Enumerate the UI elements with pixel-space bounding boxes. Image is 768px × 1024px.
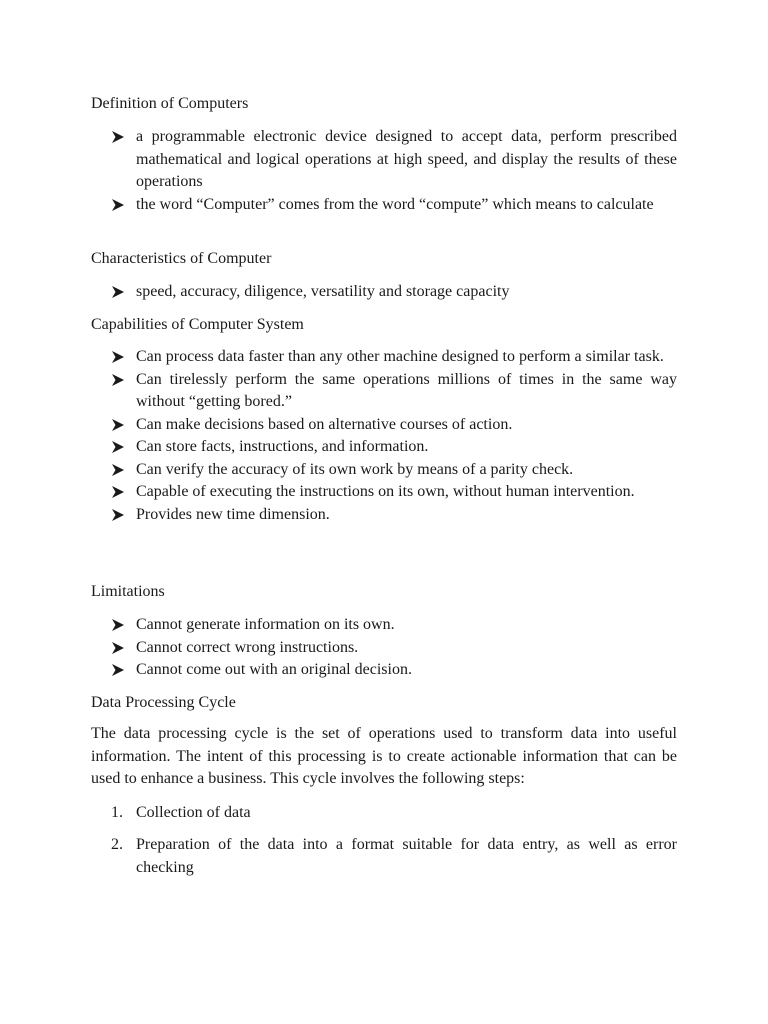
arrow-bullet-icon [111, 440, 125, 454]
arrow-bullet-icon [111, 663, 125, 677]
list-item [91, 504, 677, 527]
bullet-text: Cannot generate information on its own. [136, 616, 395, 633]
bullet-text: the word “Computer” comes from the word “compute” which means to calculate [136, 195, 654, 213]
steps-list-continued [91, 834, 677, 879]
definition-list [91, 126, 677, 216]
bullet-text: Capable of executing the instructions on its own, without human intervention. [136, 483, 635, 500]
list-item [91, 346, 677, 369]
list-item [91, 802, 677, 825]
bullet-text: Provides new time dimension. [136, 505, 330, 523]
limitations-list [91, 614, 677, 682]
step-number: 2. [111, 836, 123, 853]
heading-limitations: Limitations [91, 583, 165, 600]
step-text: Collection of data [136, 804, 251, 821]
bullet-text: Cannot correct wrong instructions. [136, 638, 359, 656]
bullet-text: Can make decisions based on alternative courses of action. [136, 415, 513, 433]
arrow-bullet-icon [111, 350, 125, 364]
list-item [91, 834, 677, 879]
step-number: 1. [111, 804, 123, 821]
arrow-bullet-icon [111, 618, 125, 632]
capabilities-list [91, 346, 677, 526]
data-processing-paragraph: The data processing cycle is the set of operations used to transform data into useful information. The intent of this processing is to create actionable information that can be used to enhance a business. This cycle involves the following steps: [91, 725, 677, 787]
bullet-text: Can process data faster than any other machine designed to perform a similar task. [136, 348, 664, 365]
heading-characteristics: Characteristics of Computer [91, 250, 272, 267]
arrow-bullet-icon [111, 463, 125, 477]
bullet-text: a programmable electronic device designed to accept data, perform prescribed mathematical and logical operations at high speed, and display the results of these operations [136, 128, 677, 190]
bullet-text: Can tirelessly perform the same operations millions of times in the same way without “getting bored.” [136, 370, 677, 410]
bullet-text: Can verify the accuracy of its own work by means of a parity check. [136, 460, 574, 478]
list-item [91, 126, 677, 194]
arrow-bullet-icon [111, 130, 125, 144]
step-text: Preparation of the data into a format suitable for data entry, as well as error checking [136, 836, 677, 876]
list-item [91, 436, 677, 459]
arrow-bullet-icon [111, 285, 125, 299]
list-item [91, 659, 677, 682]
list-item [91, 369, 677, 414]
bullet-text: speed, accuracy, diligence, versatility and storage capacity [136, 283, 510, 300]
list-item [91, 481, 677, 504]
arrow-bullet-icon [111, 485, 125, 499]
arrow-bullet-icon [111, 373, 125, 387]
list-item [91, 194, 677, 217]
arrow-bullet-icon [111, 508, 125, 522]
heading-data-processing: Data Processing Cycle [91, 694, 236, 711]
steps-list [91, 802, 677, 825]
characteristics-list [91, 281, 677, 304]
bullet-text: Can store facts, instructions, and information. [136, 438, 429, 455]
list-item [91, 637, 677, 660]
list-item [91, 281, 677, 304]
arrow-bullet-icon [111, 198, 125, 212]
heading-definition: Definition of Computers [91, 95, 249, 112]
arrow-bullet-icon [111, 641, 125, 655]
arrow-bullet-icon [111, 418, 125, 432]
heading-capabilities: Capabilities of Computer System [91, 316, 304, 333]
list-item [91, 414, 677, 437]
list-item [91, 614, 677, 637]
list-item [91, 459, 677, 482]
bullet-text: Cannot come out with an original decision. [136, 661, 412, 678]
